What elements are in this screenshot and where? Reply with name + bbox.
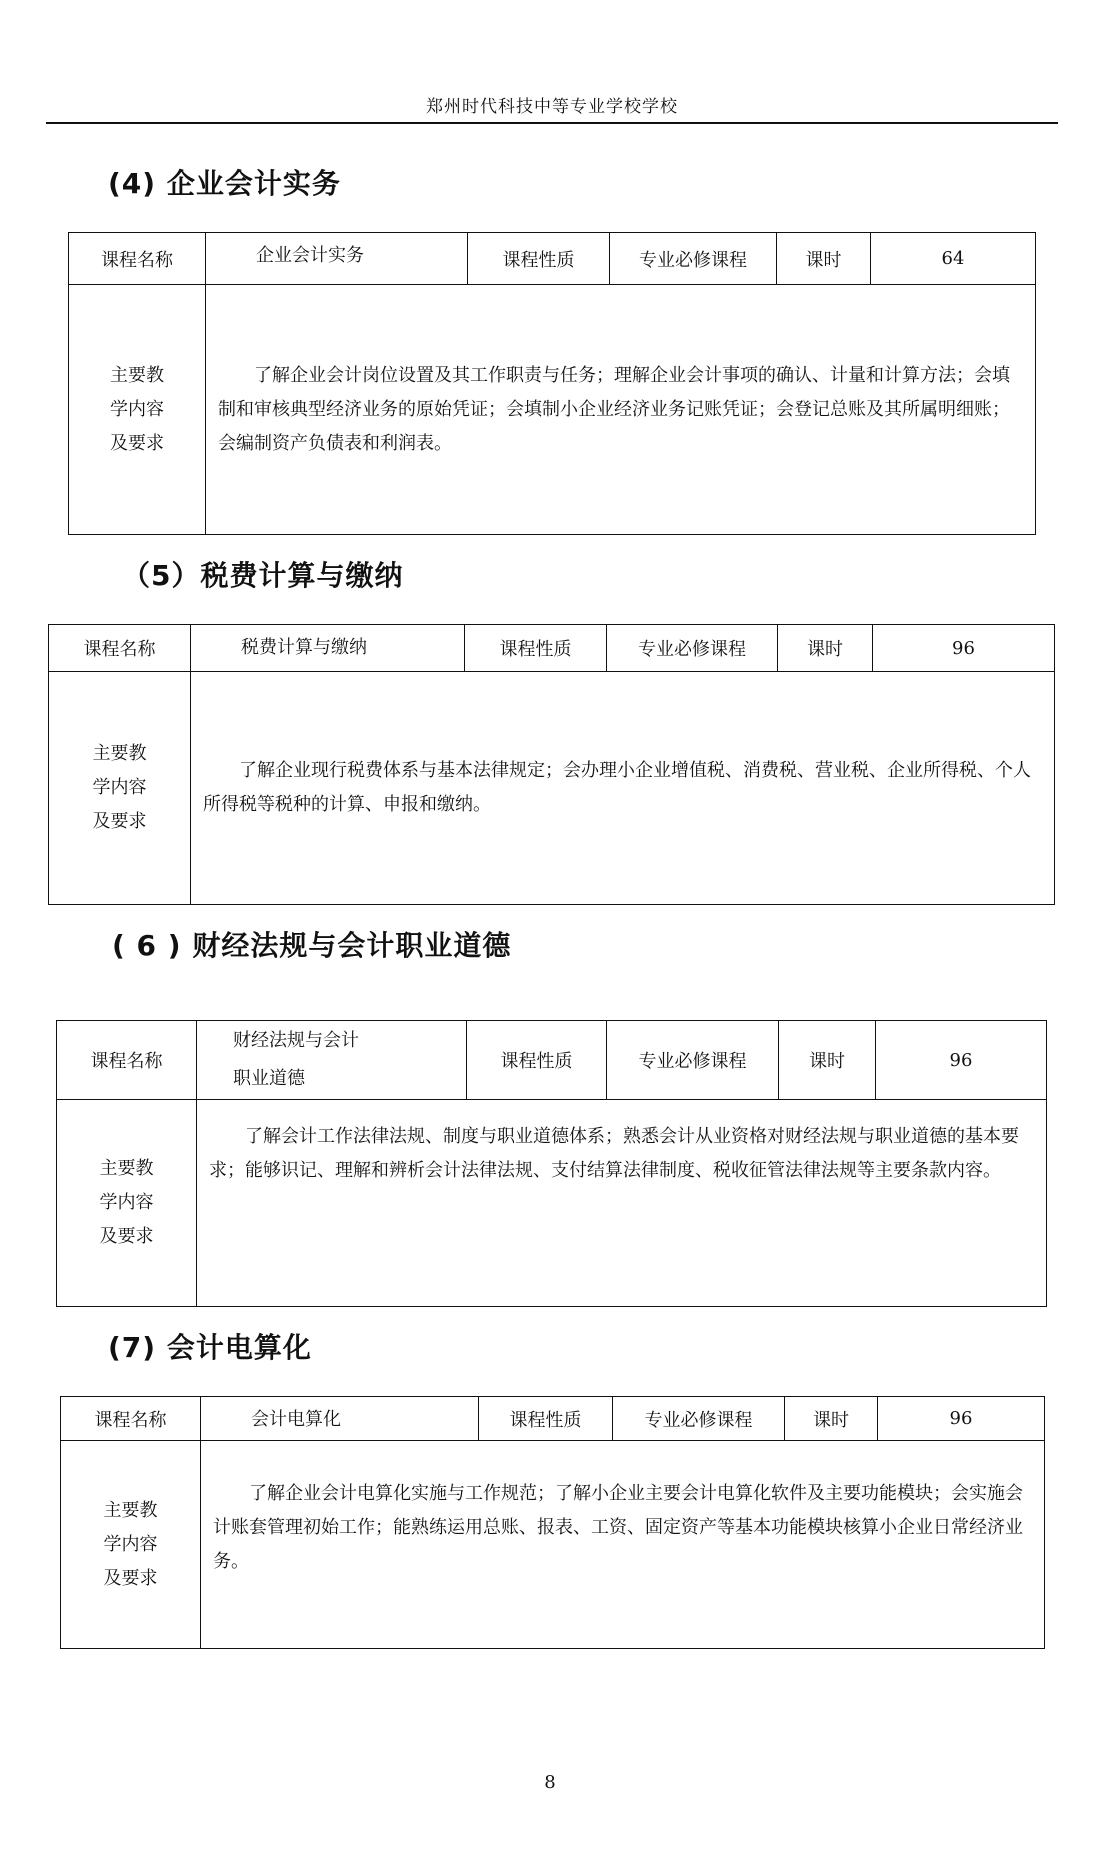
course-name-value (197, 1021, 467, 1100)
course-nature-label: 课程性质 (465, 625, 607, 672)
course-hours-label: 课时 (778, 625, 873, 672)
course-nature-label: 课程性质 (467, 1021, 607, 1100)
content-label-line3: 及要求 (92, 811, 147, 832)
course-name-label: 课程名称 (57, 1021, 197, 1100)
course-nature-label: 课程性质 (468, 233, 610, 285)
content-label-line1: 主要教 (103, 1499, 158, 1521)
content-label (69, 285, 206, 535)
course-hours-value: 64 (871, 233, 1036, 285)
content-label-line2: 学内容 (99, 1192, 154, 1213)
course-name-value-line1: 财经法规与会计 (233, 1030, 359, 1051)
section-title-4: (4) 企业会计实务 (108, 167, 341, 200)
course-hours-label: 课时 (779, 1021, 876, 1100)
course-table-6 (56, 1020, 1047, 1307)
content-label-line2: 学内容 (103, 1533, 158, 1555)
content-label (49, 672, 191, 905)
header-rule (46, 122, 1058, 124)
course-table-4 (68, 232, 1036, 535)
course-name-value: 企业会计实务 (206, 233, 468, 285)
content-label-line3: 及要求 (110, 432, 164, 454)
course-name-label: 课程名称 (69, 233, 206, 285)
section-title-7: (7) 会计电算化 (108, 1331, 312, 1364)
content-label-line2: 学内容 (110, 398, 164, 420)
course-content: 了解企业会计电算化实施与工作规范；了解小企业主要会计电算化软件及主要功能模块；会实施会计账套管理初始工作；能熟练运用总账、报表、工资、固定资产等基本功能模块核算小企业日常经济业务。 (201, 1441, 1045, 1649)
course-table-5 (48, 624, 1055, 905)
section-title-6: ( 6 ) 财经法规与会计职业道德 (112, 929, 512, 962)
course-name-label: 课程名称 (49, 625, 191, 672)
course-nature-label: 课程性质 (479, 1397, 613, 1441)
course-name-value: 会计电算化 (201, 1397, 479, 1441)
course-name-value: 税费计算与缴纳 (191, 625, 465, 672)
content-label-line2: 学内容 (92, 777, 147, 798)
course-hours-label: 课时 (785, 1397, 878, 1441)
course-hours-value: 96 (876, 1021, 1047, 1100)
course-name-label: 课程名称 (61, 1397, 201, 1441)
content-label-line1: 主要教 (99, 1158, 154, 1179)
course-name-value-line2: 职业道德 (233, 1068, 305, 1089)
page-number: 8 (544, 1772, 556, 1793)
course-hours-label: 课时 (777, 233, 871, 285)
course-content: 了解会计工作法律法规、制度与职业道德体系；熟悉会计从业资格对财经法规与职业道德的基本要求；能够识记、理解和辨析会计法律法规、支付结算法律制度、税收征管法律法规等主要条款内容。 (197, 1100, 1047, 1307)
content-label-line3: 及要求 (103, 1567, 158, 1589)
course-nature-value: 专业必修课程 (607, 625, 778, 672)
course-content: 了解企业现行税费体系与基本法律规定；会办理小企业增值税、消费税、营业税、企业所得税、个人所得税等税种的计算、申报和缴纳。 (191, 672, 1055, 905)
course-nature-value: 专业必修课程 (610, 233, 777, 285)
course-nature-value: 专业必修课程 (613, 1397, 785, 1441)
section-title-5: （5）税费计算与缴纳 (122, 559, 404, 592)
content-label (61, 1441, 201, 1649)
content-label-line3: 及要求 (99, 1226, 154, 1247)
course-hours-value: 96 (878, 1397, 1045, 1441)
content-label (57, 1100, 197, 1307)
page-header: 郑州时代科技中等专业学校学校 (426, 97, 678, 117)
course-table-7 (60, 1396, 1045, 1649)
content-label-line1: 主要教 (92, 743, 147, 764)
content-label-line1: 主要教 (110, 364, 164, 386)
course-content: 了解企业会计岗位设置及其工作职责与任务；理解企业会计事项的确认、计量和计算方法；会填制和审核典型经济业务的原始凭证；会填制小企业经济业务记账凭证；会登记总账及其所属明细账；会编制资产负债表和利润表。 (206, 285, 1036, 535)
course-nature-value: 专业必修课程 (607, 1021, 779, 1100)
course-hours-value: 96 (873, 625, 1055, 672)
